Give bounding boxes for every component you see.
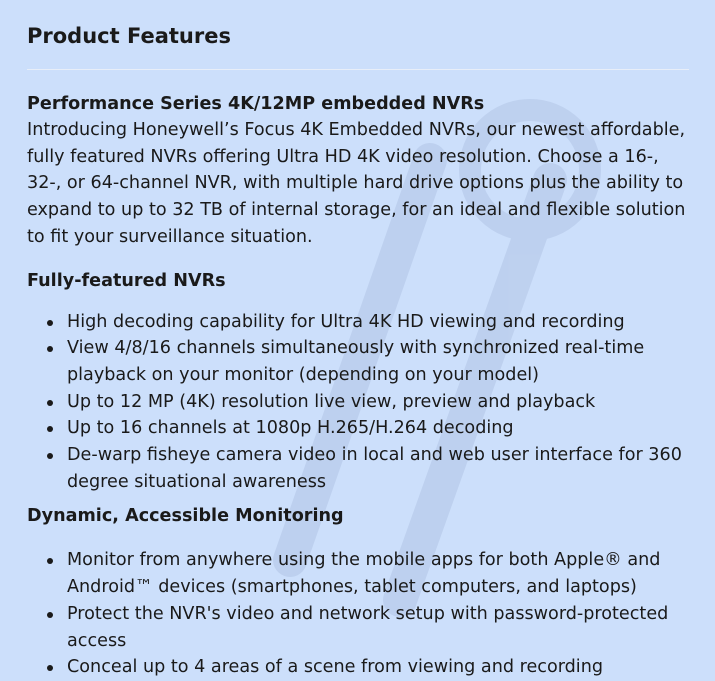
list-item: View 4/8/16 channels simultaneously with synchronized real-time playback on your monitor (depending on your model) <box>27 335 697 388</box>
list-item: Up to 16 channels at 1080p H.265/H.264 decoding <box>27 415 697 442</box>
list-item: De-warp fisheye camera video in local and web user interface for 360 degree situational awareness <box>27 442 697 495</box>
section-heading-fully-featured: Fully-featured NVRs <box>27 270 226 291</box>
bullet-icon <box>47 665 53 671</box>
bullet-icon <box>47 612 53 618</box>
performance-description: Introducing Honeywell’s Focus 4K Embedded NVRs, our newest affordable, fully featured NVRs offering Ultra HD 4K video resolution. Choose a 16-, 32-, or 64-channel NVR, with multiple hard drive options plus the ability to expand to up to 32 TB of internal storage, for an ideal and flexible solution to fit your surveillance situation. <box>27 120 686 247</box>
title-divider <box>27 69 689 70</box>
list-item: Conceal up to 4 areas of a scene from viewing and recording <box>27 654 697 681</box>
bullet-icon <box>47 558 53 564</box>
bullet-icon <box>47 346 53 352</box>
list-item: High decoding capability for Ultra 4K HD viewing and recording <box>27 309 697 336</box>
bullet-icon <box>47 453 53 459</box>
section-heading-performance: Performance Series 4K/12MP embedded NVRs <box>27 94 485 114</box>
section-heading-monitoring: Dynamic, Accessible Monitoring <box>27 506 344 527</box>
list-item: Protect the NVR's video and network setup with password-protected access <box>27 601 697 654</box>
bullet-icon <box>47 400 53 406</box>
bullet-icon <box>47 426 53 432</box>
monitoring-list <box>27 547 697 681</box>
fully-featured-list <box>27 309 697 496</box>
list-item: Up to 12 MP (4K) resolution live view, preview and playback <box>27 389 697 416</box>
features-content <box>27 91 697 681</box>
page-title: Product Features <box>27 24 231 48</box>
list-item: Monitor from anywhere using the mobile apps for both Apple® and Android™ devices (smartphones, tablet computers, and laptops) <box>27 547 697 600</box>
bullet-icon <box>47 320 53 326</box>
